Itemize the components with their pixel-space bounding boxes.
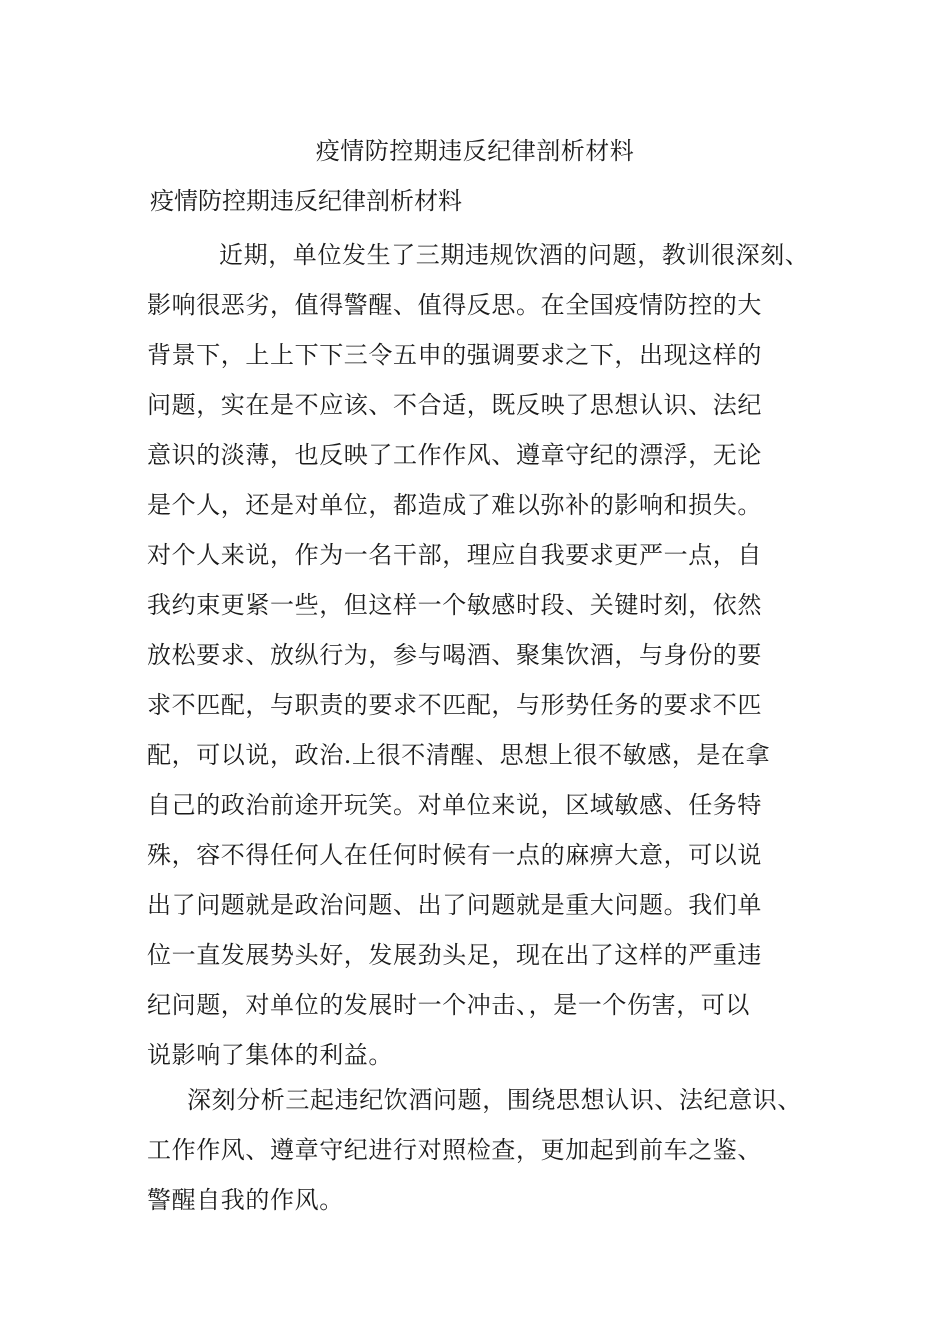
paragraph-line: 对个人来说，作为一名干部，理应自我要求更严一点，自 bbox=[147, 541, 762, 569]
paragraph-line: 放松要求、放纵行为，参与喝酒、聚集饮酒，与身份的要 bbox=[147, 641, 762, 669]
paragraph-line: 近期，单位发生了三期违规饮酒的问题，教训很深刻、 bbox=[219, 241, 810, 269]
paragraph-line: 位一直发展势头好，发展劲头足，现在出了这样的严重违 bbox=[147, 941, 762, 969]
paragraph-line: 工作作风、遵章守纪进行对照检查，更加起到前车之鉴、 bbox=[147, 1136, 762, 1164]
paragraph-line: 深刻分析三起违纪饮酒问题，围绕思想认识、法纪意识、 bbox=[187, 1086, 802, 1114]
paragraph-line: 说影响了集体的利益。 bbox=[147, 1041, 393, 1069]
paragraph-line: 背景下，上上下下三令五申的强调要求之下，出现这样的 bbox=[147, 341, 762, 369]
document-subtitle: 疫情防控期违反纪律剖析材料 bbox=[150, 187, 462, 215]
body-paragraph-1 bbox=[147, 230, 837, 1080]
document-title: 疫情防控期违反纪律剖析材料 bbox=[315, 137, 635, 165]
body-paragraph-2 bbox=[147, 1075, 837, 1225]
paragraph-line: 是个人，还是对单位，都造成了难以弥补的影响和损失。 bbox=[147, 491, 762, 519]
paragraph-line: 我约束更紧一些，但这样一个敏感时段、关键时刻，依然 bbox=[147, 591, 762, 619]
paragraph-line: 影响很恶劣，值得警醒、值得反思。在全国疫情防控的大 bbox=[147, 291, 762, 319]
paragraph-line: 问题，实在是不应该、不合适，既反映了思想认识、法纪 bbox=[147, 391, 762, 419]
paragraph-line: 配，可以说，政治.上很不清醒、思想上很不敏感，是在拿 bbox=[147, 741, 771, 769]
paragraph-line: 警醒自我的作风。 bbox=[147, 1186, 344, 1214]
paragraph-line: 求不匹配，与职责的要求不匹配，与形势任务的要求不匹 bbox=[147, 691, 762, 719]
paragraph-line: 殊，容不得任何人在任何时候有一点的麻痹大意，可以说 bbox=[147, 841, 762, 869]
paragraph-line: 出了问题就是政治问题、出了问题就是重大问题。我们单 bbox=[147, 891, 762, 919]
paragraph-line: 纪问题，对单位的发展时一个冲击、，是一个伤害，可以 bbox=[147, 991, 750, 1019]
paragraph-line: 自己的政治前途开玩笑。对单位来说，区域敏感、任务特 bbox=[147, 791, 762, 819]
paragraph-line: 意识的淡薄，也反映了工作作风、遵章守纪的漂浮，无论 bbox=[147, 441, 762, 469]
